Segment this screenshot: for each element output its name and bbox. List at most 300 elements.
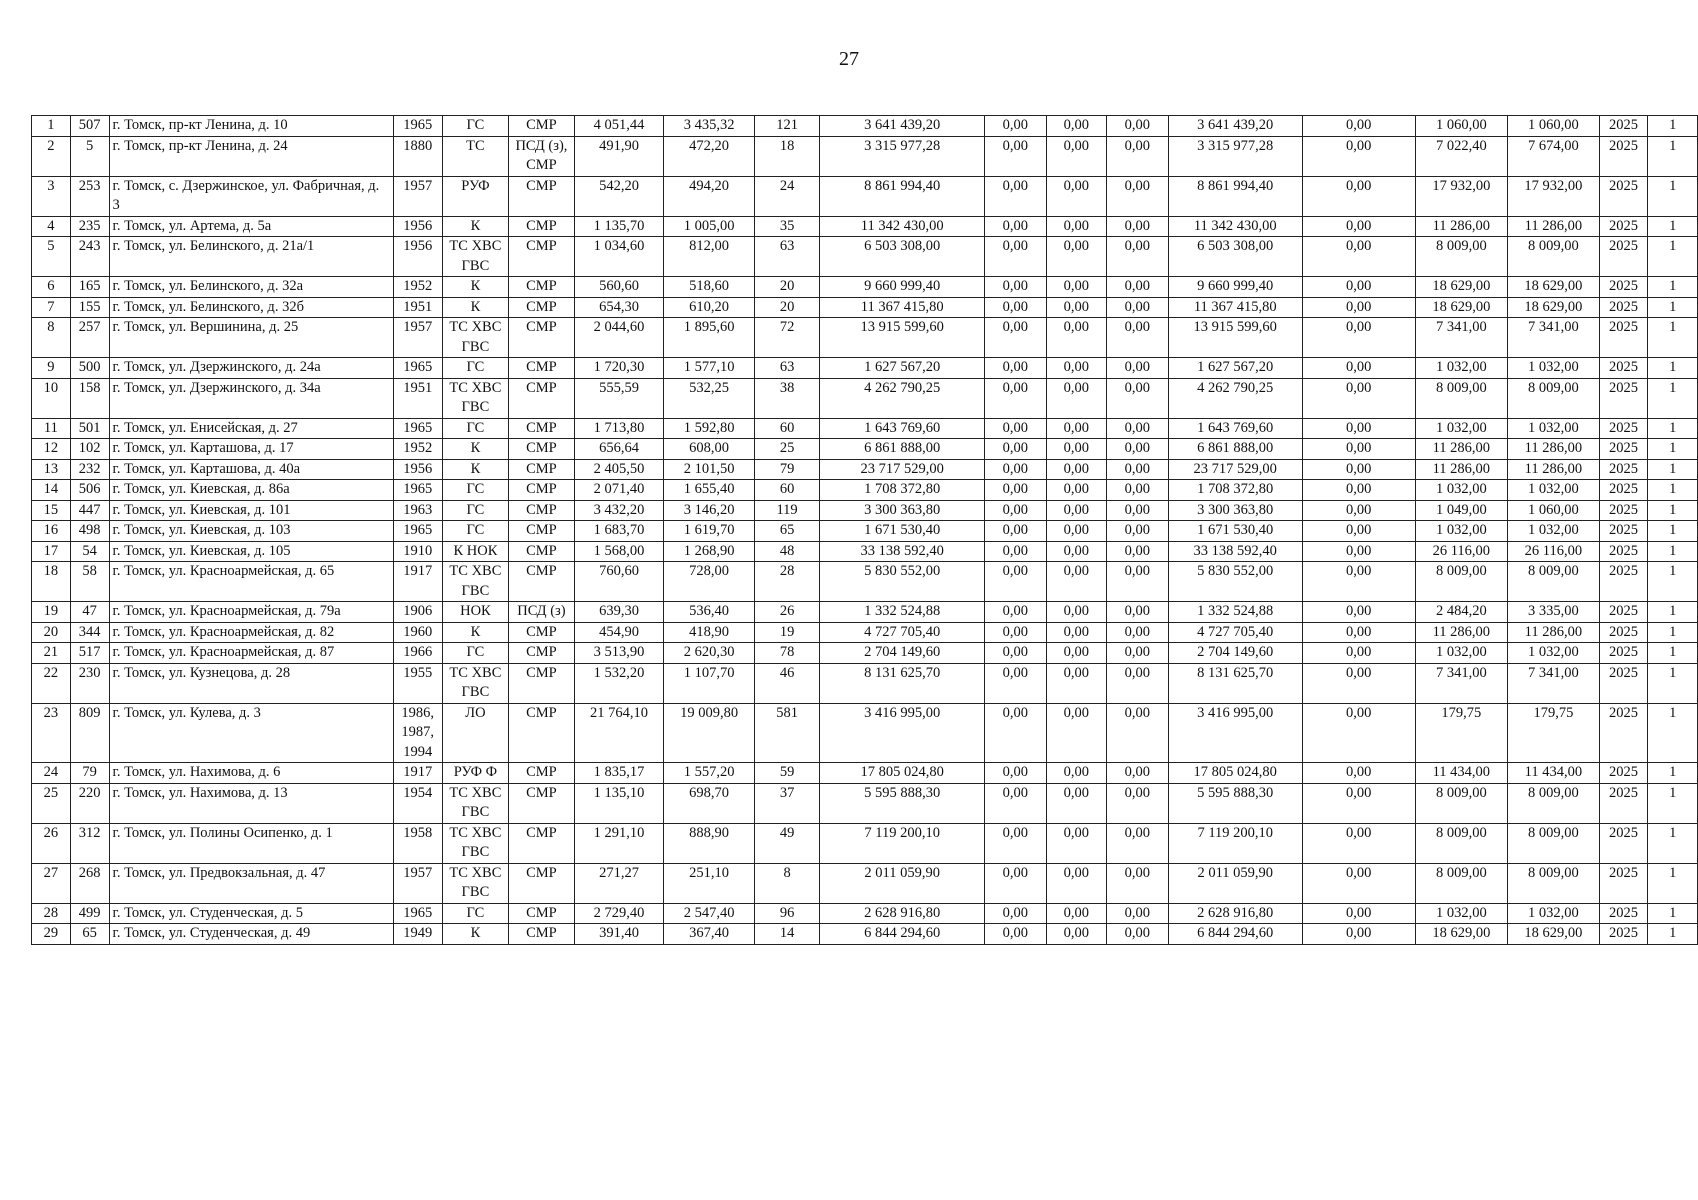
owner-funds: 2 628 916,80 <box>1168 903 1302 924</box>
residents-count: 19 <box>754 622 819 643</box>
quarter: 1 <box>1648 903 1698 924</box>
living-area: 19 009,80 <box>664 703 755 763</box>
build-year: 1958 <box>393 823 442 863</box>
repair-system: ГС <box>442 643 509 664</box>
unit-cost: 1 032,00 <box>1415 358 1508 379</box>
table-row <box>32 863 1698 903</box>
unit-cost: 17 932,00 <box>1415 176 1508 216</box>
planned-year: 2025 <box>1599 237 1648 277</box>
repair-system: К <box>442 277 509 298</box>
residents-count: 581 <box>754 703 819 763</box>
local-funds: 0,00 <box>1107 924 1169 945</box>
repair-system: ТС ХВС ГВС <box>442 663 509 703</box>
building-id: 243 <box>70 237 109 277</box>
work-type: СМР <box>509 277 575 298</box>
living-area: 1 557,20 <box>664 763 755 784</box>
local-funds: 0,00 <box>1107 459 1169 480</box>
regional-funds: 0,00 <box>1046 823 1107 863</box>
owner-funds: 3 300 363,80 <box>1168 500 1302 521</box>
total-cost: 2 704 149,60 <box>820 643 985 664</box>
building-id: 220 <box>70 783 109 823</box>
living-area: 1 268,90 <box>664 541 755 562</box>
other-funds: 0,00 <box>1302 439 1415 460</box>
other-funds: 0,00 <box>1302 358 1415 379</box>
living-area: 472,20 <box>664 136 755 176</box>
planned-year: 2025 <box>1599 863 1648 903</box>
other-funds: 0,00 <box>1302 924 1415 945</box>
regional-funds: 0,00 <box>1046 521 1107 542</box>
quarter: 1 <box>1648 763 1698 784</box>
work-type: СМР <box>509 924 575 945</box>
regional-funds: 0,00 <box>1046 176 1107 216</box>
total-cost: 6 503 308,00 <box>820 237 985 277</box>
row-number: 26 <box>32 823 71 863</box>
unit-cost: 179,75 <box>1415 703 1508 763</box>
build-year: 1963 <box>393 500 442 521</box>
owner-funds: 3 416 995,00 <box>1168 703 1302 763</box>
living-area: 1 005,00 <box>664 216 755 237</box>
build-year: 1957 <box>393 318 442 358</box>
work-type: СМР <box>509 622 575 643</box>
quarter: 1 <box>1648 663 1698 703</box>
table-row <box>32 783 1698 823</box>
row-number: 29 <box>32 924 71 945</box>
building-address: г. Томск, ул. Белинского, д. 32а <box>109 277 393 298</box>
repair-system: ТС <box>442 136 509 176</box>
table-row <box>32 924 1698 945</box>
total-cost: 3 416 995,00 <box>820 703 985 763</box>
repair-system: ТС ХВС ГВС <box>442 318 509 358</box>
federal-funds: 0,00 <box>985 358 1047 379</box>
unit-cost: 7 341,00 <box>1415 663 1508 703</box>
other-funds: 0,00 <box>1302 216 1415 237</box>
owner-funds: 11 367 415,80 <box>1168 297 1302 318</box>
federal-funds: 0,00 <box>985 418 1047 439</box>
build-year: 1906 <box>393 602 442 623</box>
federal-funds: 0,00 <box>985 297 1047 318</box>
work-type: СМР <box>509 903 575 924</box>
owner-funds: 1 627 567,20 <box>1168 358 1302 379</box>
total-area: 654,30 <box>574 297 664 318</box>
building-id: 809 <box>70 703 109 763</box>
other-funds: 0,00 <box>1302 541 1415 562</box>
max-unit-cost: 8 009,00 <box>1508 237 1600 277</box>
unit-cost: 1 060,00 <box>1415 116 1508 137</box>
row-number: 21 <box>32 643 71 664</box>
owner-funds: 17 805 024,80 <box>1168 763 1302 784</box>
build-year: 1910 <box>393 541 442 562</box>
local-funds: 0,00 <box>1107 318 1169 358</box>
building-id: 344 <box>70 622 109 643</box>
regional-funds: 0,00 <box>1046 439 1107 460</box>
federal-funds: 0,00 <box>985 863 1047 903</box>
work-type: СМР <box>509 318 575 358</box>
unit-cost: 11 286,00 <box>1415 439 1508 460</box>
work-type: СМР <box>509 823 575 863</box>
row-number: 22 <box>32 663 71 703</box>
local-funds: 0,00 <box>1107 783 1169 823</box>
local-funds: 0,00 <box>1107 602 1169 623</box>
building-id: 506 <box>70 480 109 501</box>
living-area: 1 107,70 <box>664 663 755 703</box>
planned-year: 2025 <box>1599 823 1648 863</box>
other-funds: 0,00 <box>1302 622 1415 643</box>
planned-year: 2025 <box>1599 418 1648 439</box>
table-row <box>32 602 1698 623</box>
federal-funds: 0,00 <box>985 480 1047 501</box>
residents-count: 20 <box>754 297 819 318</box>
residents-count: 63 <box>754 358 819 379</box>
unit-cost: 8 009,00 <box>1415 823 1508 863</box>
building-address: г. Томск, ул. Нахимова, д. 13 <box>109 783 393 823</box>
row-number: 11 <box>32 418 71 439</box>
row-number: 9 <box>32 358 71 379</box>
unit-cost: 8 009,00 <box>1415 237 1508 277</box>
build-year: 1952 <box>393 439 442 460</box>
row-number: 17 <box>32 541 71 562</box>
planned-year: 2025 <box>1599 216 1648 237</box>
planned-year: 2025 <box>1599 663 1648 703</box>
building-address: г. Томск, ул. Артема, д. 5а <box>109 216 393 237</box>
table-row <box>32 418 1698 439</box>
quarter: 1 <box>1648 297 1698 318</box>
quarter: 1 <box>1648 541 1698 562</box>
local-funds: 0,00 <box>1107 663 1169 703</box>
federal-funds: 0,00 <box>985 562 1047 602</box>
regional-funds: 0,00 <box>1046 663 1107 703</box>
planned-year: 2025 <box>1599 318 1648 358</box>
regional-funds: 0,00 <box>1046 216 1107 237</box>
row-number: 10 <box>32 378 71 418</box>
building-id: 268 <box>70 863 109 903</box>
living-area: 610,20 <box>664 297 755 318</box>
quarter: 1 <box>1648 318 1698 358</box>
building-id: 312 <box>70 823 109 863</box>
build-year: 1965 <box>393 521 442 542</box>
living-area: 532,25 <box>664 378 755 418</box>
local-funds: 0,00 <box>1107 277 1169 298</box>
unit-cost: 11 434,00 <box>1415 763 1508 784</box>
other-funds: 0,00 <box>1302 237 1415 277</box>
total-cost: 5 595 888,30 <box>820 783 985 823</box>
row-number: 4 <box>32 216 71 237</box>
table-row <box>32 116 1698 137</box>
total-area: 2 044,60 <box>574 318 664 358</box>
local-funds: 0,00 <box>1107 703 1169 763</box>
residents-count: 38 <box>754 378 819 418</box>
building-address: г. Томск, ул. Кулева, д. 3 <box>109 703 393 763</box>
total-area: 1 291,10 <box>574 823 664 863</box>
repair-system: К <box>442 216 509 237</box>
living-area: 2 101,50 <box>664 459 755 480</box>
quarter: 1 <box>1648 924 1698 945</box>
quarter: 1 <box>1648 136 1698 176</box>
owner-funds: 5 830 552,00 <box>1168 562 1302 602</box>
building-id: 498 <box>70 521 109 542</box>
row-number: 16 <box>32 521 71 542</box>
max-unit-cost: 1 060,00 <box>1508 500 1600 521</box>
table-row <box>32 521 1698 542</box>
max-unit-cost: 7 341,00 <box>1508 663 1600 703</box>
repair-system: ГС <box>442 500 509 521</box>
max-unit-cost: 11 286,00 <box>1508 439 1600 460</box>
local-funds: 0,00 <box>1107 541 1169 562</box>
living-area: 367,40 <box>664 924 755 945</box>
residents-count: 79 <box>754 459 819 480</box>
total-area: 1 568,00 <box>574 541 664 562</box>
planned-year: 2025 <box>1599 763 1648 784</box>
owner-funds: 6 503 308,00 <box>1168 237 1302 277</box>
row-number: 3 <box>32 176 71 216</box>
total-area: 21 764,10 <box>574 703 664 763</box>
repair-system: РУФ <box>442 176 509 216</box>
repair-system: К НОК <box>442 541 509 562</box>
owner-funds: 1 708 372,80 <box>1168 480 1302 501</box>
planned-year: 2025 <box>1599 136 1648 176</box>
residents-count: 59 <box>754 763 819 784</box>
table-row <box>32 216 1698 237</box>
quarter: 1 <box>1648 823 1698 863</box>
building-address: г. Томск, ул. Кузнецова, д. 28 <box>109 663 393 703</box>
max-unit-cost: 7 341,00 <box>1508 318 1600 358</box>
owner-funds: 9 660 999,40 <box>1168 277 1302 298</box>
max-unit-cost: 11 286,00 <box>1508 459 1600 480</box>
building-address: г. Томск, ул. Красноармейская, д. 87 <box>109 643 393 664</box>
table-row <box>32 358 1698 379</box>
total-cost: 5 830 552,00 <box>820 562 985 602</box>
unit-cost: 18 629,00 <box>1415 297 1508 318</box>
repair-system: ГС <box>442 358 509 379</box>
build-year: 1960 <box>393 622 442 643</box>
row-number: 1 <box>32 116 71 137</box>
building-address: г. Томск, ул. Белинского, д. 21а/1 <box>109 237 393 277</box>
building-address: г. Томск, ул. Карташова, д. 40а <box>109 459 393 480</box>
local-funds: 0,00 <box>1107 823 1169 863</box>
regional-funds: 0,00 <box>1046 903 1107 924</box>
total-cost: 1 643 769,60 <box>820 418 985 439</box>
building-address: г. Томск, ул. Киевская, д. 105 <box>109 541 393 562</box>
federal-funds: 0,00 <box>985 277 1047 298</box>
living-area: 3 146,20 <box>664 500 755 521</box>
build-year: 1986, 1987, 1994 <box>393 703 442 763</box>
owner-funds: 1 332 524,88 <box>1168 602 1302 623</box>
total-cost: 8 131 625,70 <box>820 663 985 703</box>
build-year: 1957 <box>393 176 442 216</box>
local-funds: 0,00 <box>1107 237 1169 277</box>
living-area: 1 592,80 <box>664 418 755 439</box>
owner-funds: 33 138 592,40 <box>1168 541 1302 562</box>
federal-funds: 0,00 <box>985 763 1047 784</box>
total-cost: 11 342 430,00 <box>820 216 985 237</box>
repair-system: ТС ХВС ГВС <box>442 237 509 277</box>
building-id: 165 <box>70 277 109 298</box>
residents-count: 14 <box>754 924 819 945</box>
work-type: СМР <box>509 663 575 703</box>
unit-cost: 1 032,00 <box>1415 521 1508 542</box>
regional-funds: 0,00 <box>1046 924 1107 945</box>
building-address: г. Томск, ул. Вершинина, д. 25 <box>109 318 393 358</box>
quarter: 1 <box>1648 439 1698 460</box>
total-cost: 11 367 415,80 <box>820 297 985 318</box>
local-funds: 0,00 <box>1107 216 1169 237</box>
planned-year: 2025 <box>1599 703 1648 763</box>
unit-cost: 1 032,00 <box>1415 418 1508 439</box>
row-number: 25 <box>32 783 71 823</box>
max-unit-cost: 7 674,00 <box>1508 136 1600 176</box>
building-address: г. Томск, пр-кт Ленина, д. 24 <box>109 136 393 176</box>
building-address: г. Томск, ул. Киевская, д. 101 <box>109 500 393 521</box>
build-year: 1917 <box>393 562 442 602</box>
work-type: ПСД (з) <box>509 602 575 623</box>
regional-funds: 0,00 <box>1046 297 1107 318</box>
planned-year: 2025 <box>1599 297 1648 318</box>
unit-cost: 1 032,00 <box>1415 903 1508 924</box>
regional-funds: 0,00 <box>1046 703 1107 763</box>
repair-system: К <box>442 924 509 945</box>
owner-funds: 2 011 059,90 <box>1168 863 1302 903</box>
building-address: г. Томск, ул. Полины Осипенко, д. 1 <box>109 823 393 863</box>
total-area: 2 729,40 <box>574 903 664 924</box>
federal-funds: 0,00 <box>985 439 1047 460</box>
unit-cost: 8 009,00 <box>1415 562 1508 602</box>
table-row <box>32 903 1698 924</box>
planned-year: 2025 <box>1599 378 1648 418</box>
total-cost: 1 332 524,88 <box>820 602 985 623</box>
regional-funds: 0,00 <box>1046 418 1107 439</box>
planned-year: 2025 <box>1599 358 1648 379</box>
quarter: 1 <box>1648 418 1698 439</box>
residents-count: 48 <box>754 541 819 562</box>
living-area: 698,70 <box>664 783 755 823</box>
build-year: 1965 <box>393 480 442 501</box>
regional-funds: 0,00 <box>1046 562 1107 602</box>
building-address: г. Томск, ул. Красноармейская, д. 65 <box>109 562 393 602</box>
row-number: 14 <box>32 480 71 501</box>
row-number: 28 <box>32 903 71 924</box>
total-cost: 4 727 705,40 <box>820 622 985 643</box>
local-funds: 0,00 <box>1107 378 1169 418</box>
work-type: СМР <box>509 216 575 237</box>
total-area: 1 532,20 <box>574 663 664 703</box>
planned-year: 2025 <box>1599 480 1648 501</box>
total-area: 271,27 <box>574 863 664 903</box>
total-cost: 23 717 529,00 <box>820 459 985 480</box>
quarter: 1 <box>1648 643 1698 664</box>
local-funds: 0,00 <box>1107 176 1169 216</box>
quarter: 1 <box>1648 622 1698 643</box>
building-id: 501 <box>70 418 109 439</box>
table-row <box>32 318 1698 358</box>
total-cost: 3 300 363,80 <box>820 500 985 521</box>
max-unit-cost: 179,75 <box>1508 703 1600 763</box>
total-cost: 9 660 999,40 <box>820 277 985 298</box>
table-row <box>32 703 1698 763</box>
table-row <box>32 136 1698 176</box>
total-cost: 2 628 916,80 <box>820 903 985 924</box>
federal-funds: 0,00 <box>985 136 1047 176</box>
max-unit-cost: 1 032,00 <box>1508 480 1600 501</box>
build-year: 1955 <box>393 663 442 703</box>
repair-system: К <box>442 622 509 643</box>
max-unit-cost: 11 286,00 <box>1508 622 1600 643</box>
row-number: 2 <box>32 136 71 176</box>
other-funds: 0,00 <box>1302 418 1415 439</box>
planned-year: 2025 <box>1599 521 1648 542</box>
owner-funds: 3 641 439,20 <box>1168 116 1302 137</box>
work-type: СМР <box>509 480 575 501</box>
other-funds: 0,00 <box>1302 176 1415 216</box>
federal-funds: 0,00 <box>985 541 1047 562</box>
planned-year: 2025 <box>1599 903 1648 924</box>
residents-count: 60 <box>754 480 819 501</box>
row-number: 23 <box>32 703 71 763</box>
living-area: 888,90 <box>664 823 755 863</box>
building-address: г. Томск, ул. Предвокзальная, д. 47 <box>109 863 393 903</box>
building-id: 507 <box>70 116 109 137</box>
quarter: 1 <box>1648 216 1698 237</box>
federal-funds: 0,00 <box>985 602 1047 623</box>
owner-funds: 11 342 430,00 <box>1168 216 1302 237</box>
total-cost: 33 138 592,40 <box>820 541 985 562</box>
living-area: 2 620,30 <box>664 643 755 664</box>
local-funds: 0,00 <box>1107 622 1169 643</box>
row-number: 8 <box>32 318 71 358</box>
residents-count: 119 <box>754 500 819 521</box>
other-funds: 0,00 <box>1302 562 1415 602</box>
residents-count: 35 <box>754 216 819 237</box>
max-unit-cost: 8 009,00 <box>1508 562 1600 602</box>
living-area: 1 895,60 <box>664 318 755 358</box>
total-area: 1 135,70 <box>574 216 664 237</box>
max-unit-cost: 1 032,00 <box>1508 418 1600 439</box>
local-funds: 0,00 <box>1107 903 1169 924</box>
residents-count: 78 <box>754 643 819 664</box>
build-year: 1954 <box>393 783 442 823</box>
build-year: 1956 <box>393 216 442 237</box>
local-funds: 0,00 <box>1107 863 1169 903</box>
building-id: 58 <box>70 562 109 602</box>
other-funds: 0,00 <box>1302 521 1415 542</box>
planned-year: 2025 <box>1599 541 1648 562</box>
planned-year: 2025 <box>1599 783 1648 823</box>
build-year: 1880 <box>393 136 442 176</box>
building-id: 47 <box>70 602 109 623</box>
total-area: 760,60 <box>574 562 664 602</box>
other-funds: 0,00 <box>1302 277 1415 298</box>
building-address: г. Томск, ул. Красноармейская, д. 82 <box>109 622 393 643</box>
regional-funds: 0,00 <box>1046 783 1107 823</box>
regional-funds: 0,00 <box>1046 541 1107 562</box>
federal-funds: 0,00 <box>985 703 1047 763</box>
build-year: 1966 <box>393 643 442 664</box>
work-type: СМР <box>509 541 575 562</box>
planned-year: 2025 <box>1599 602 1648 623</box>
table-row <box>32 176 1698 216</box>
quarter: 1 <box>1648 378 1698 418</box>
regional-funds: 0,00 <box>1046 602 1107 623</box>
building-address: г. Томск, ул. Дзержинского, д. 24а <box>109 358 393 379</box>
max-unit-cost: 8 009,00 <box>1508 863 1600 903</box>
planned-year: 2025 <box>1599 277 1648 298</box>
quarter: 1 <box>1648 602 1698 623</box>
other-funds: 0,00 <box>1302 500 1415 521</box>
federal-funds: 0,00 <box>985 500 1047 521</box>
owner-funds: 23 717 529,00 <box>1168 459 1302 480</box>
planned-year: 2025 <box>1599 500 1648 521</box>
quarter: 1 <box>1648 358 1698 379</box>
work-type: СМР <box>509 521 575 542</box>
total-area: 1 720,30 <box>574 358 664 379</box>
